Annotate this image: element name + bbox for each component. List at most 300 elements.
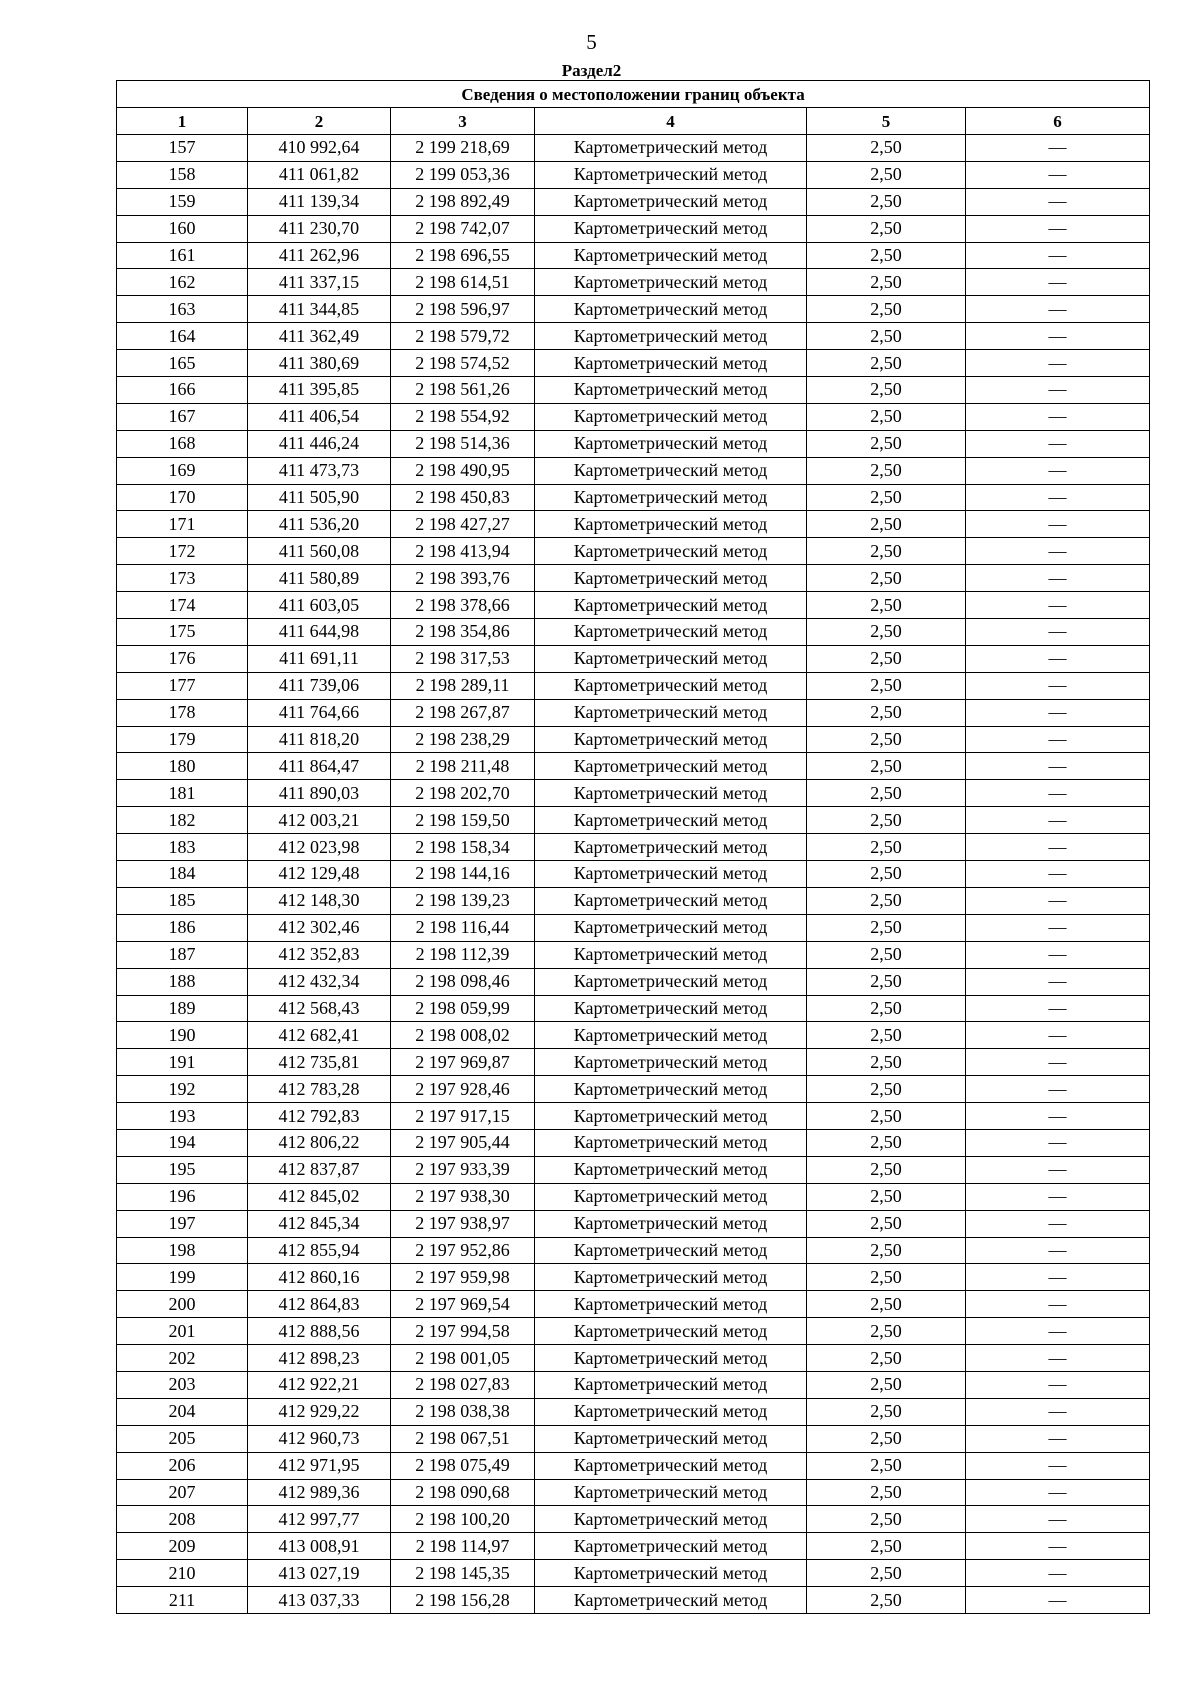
accuracy-cell: 2,50 — [807, 161, 966, 188]
x-coordinate-cell: 412 989,36 — [248, 1479, 391, 1506]
method-cell: Картометрический метод — [535, 350, 807, 377]
x-coordinate-cell: 412 888,56 — [248, 1318, 391, 1345]
accuracy-cell: 2,50 — [807, 1425, 966, 1452]
description-cell: — — [966, 699, 1150, 726]
x-coordinate-cell: 411 818,20 — [248, 726, 391, 753]
x-coordinate-cell: 412 971,95 — [248, 1452, 391, 1479]
y-coordinate-cell: 2 198 514,36 — [391, 430, 535, 457]
method-cell: Картометрический метод — [535, 1371, 807, 1398]
method-cell: Картометрический метод — [535, 645, 807, 672]
description-cell: — — [966, 645, 1150, 672]
x-coordinate-cell: 412 352,83 — [248, 941, 391, 968]
point-number-cell: 186 — [117, 914, 248, 941]
x-coordinate-cell: 412 783,28 — [248, 1076, 391, 1103]
x-coordinate-cell: 412 432,34 — [248, 968, 391, 995]
x-coordinate-cell: 413 037,33 — [248, 1587, 391, 1614]
method-cell: Картометрический метод — [535, 323, 807, 350]
accuracy-cell: 2,50 — [807, 887, 966, 914]
table-row — [117, 887, 1150, 914]
accuracy-cell: 2,50 — [807, 1560, 966, 1587]
y-coordinate-cell: 2 198 098,46 — [391, 968, 535, 995]
table-row — [117, 619, 1150, 646]
description-cell: — — [966, 1183, 1150, 1210]
method-cell: Картометрический метод — [535, 1318, 807, 1345]
boundary-coordinates-table — [116, 80, 1150, 1614]
point-number-cell: 202 — [117, 1345, 248, 1372]
y-coordinate-cell: 2 198 554,92 — [391, 403, 535, 430]
x-coordinate-cell: 411 262,96 — [248, 242, 391, 269]
table-row — [117, 995, 1150, 1022]
method-cell: Картометрический метод — [535, 941, 807, 968]
description-cell: — — [966, 403, 1150, 430]
x-coordinate-cell: 412 929,22 — [248, 1398, 391, 1425]
description-cell: — — [966, 672, 1150, 699]
y-coordinate-cell: 2 197 933,39 — [391, 1156, 535, 1183]
x-coordinate-cell: 412 864,83 — [248, 1291, 391, 1318]
accuracy-cell: 2,50 — [807, 1237, 966, 1264]
y-coordinate-cell: 2 198 090,68 — [391, 1479, 535, 1506]
point-number-cell: 178 — [117, 699, 248, 726]
x-coordinate-cell: 411 344,85 — [248, 296, 391, 323]
point-number-cell: 182 — [117, 807, 248, 834]
x-coordinate-cell: 412 003,21 — [248, 807, 391, 834]
y-coordinate-cell: 2 198 112,39 — [391, 941, 535, 968]
point-number-cell: 206 — [117, 1452, 248, 1479]
y-coordinate-cell: 2 198 158,34 — [391, 834, 535, 861]
accuracy-cell: 2,50 — [807, 995, 966, 1022]
method-cell: Картометрический метод — [535, 887, 807, 914]
method-cell: Картометрический метод — [535, 565, 807, 592]
column-number: 5 — [807, 108, 966, 135]
table-row — [117, 161, 1150, 188]
method-cell: Картометрический метод — [535, 1291, 807, 1318]
method-cell: Картометрический метод — [535, 1103, 807, 1130]
table-row — [117, 296, 1150, 323]
method-cell: Картометрический метод — [535, 1452, 807, 1479]
accuracy-cell: 2,50 — [807, 511, 966, 538]
y-coordinate-cell: 2 198 145,35 — [391, 1560, 535, 1587]
accuracy-cell: 2,50 — [807, 914, 966, 941]
y-coordinate-cell: 2 198 696,55 — [391, 242, 535, 269]
description-cell: — — [966, 780, 1150, 807]
description-cell: — — [966, 619, 1150, 646]
x-coordinate-cell: 412 148,30 — [248, 887, 391, 914]
method-cell: Картометрический метод — [535, 1210, 807, 1237]
y-coordinate-cell: 2 198 238,29 — [391, 726, 535, 753]
accuracy-cell: 2,50 — [807, 1103, 966, 1130]
method-cell: Картометрический метод — [535, 619, 807, 646]
point-number-cell: 158 — [117, 161, 248, 188]
x-coordinate-cell: 411 473,73 — [248, 457, 391, 484]
accuracy-cell: 2,50 — [807, 645, 966, 672]
table-row — [117, 941, 1150, 968]
accuracy-cell: 2,50 — [807, 834, 966, 861]
table-row — [117, 484, 1150, 511]
point-number-cell: 177 — [117, 672, 248, 699]
accuracy-cell: 2,50 — [807, 1398, 966, 1425]
method-cell: Картометрический метод — [535, 135, 807, 162]
y-coordinate-cell: 2 197 952,86 — [391, 1237, 535, 1264]
description-cell: — — [966, 914, 1150, 941]
y-coordinate-cell: 2 198 393,76 — [391, 565, 535, 592]
accuracy-cell: 2,50 — [807, 1587, 966, 1614]
description-cell: — — [966, 968, 1150, 995]
y-coordinate-cell: 2 198 579,72 — [391, 323, 535, 350]
point-number-cell: 173 — [117, 565, 248, 592]
accuracy-cell: 2,50 — [807, 269, 966, 296]
table-caption: Сведения о местоположении границ объекта — [117, 81, 1150, 108]
description-cell: — — [966, 484, 1150, 511]
point-number-cell: 163 — [117, 296, 248, 323]
y-coordinate-cell: 2 198 317,53 — [391, 645, 535, 672]
x-coordinate-cell: 412 806,22 — [248, 1129, 391, 1156]
description-cell: — — [966, 430, 1150, 457]
point-number-cell: 211 — [117, 1587, 248, 1614]
point-number-cell: 188 — [117, 968, 248, 995]
accuracy-cell: 2,50 — [807, 538, 966, 565]
description-cell: — — [966, 1345, 1150, 1372]
y-coordinate-cell: 2 198 742,07 — [391, 215, 535, 242]
description-cell: — — [966, 834, 1150, 861]
method-cell: Картометрический метод — [535, 430, 807, 457]
point-number-cell: 170 — [117, 484, 248, 511]
y-coordinate-cell: 2 198 289,11 — [391, 672, 535, 699]
y-coordinate-cell: 2 198 027,83 — [391, 1371, 535, 1398]
y-coordinate-cell: 2 198 114,97 — [391, 1533, 535, 1560]
table-row — [117, 350, 1150, 377]
table-row — [117, 1237, 1150, 1264]
description-cell: — — [966, 941, 1150, 968]
accuracy-cell: 2,50 — [807, 377, 966, 404]
table-row — [117, 1560, 1150, 1587]
y-coordinate-cell: 2 197 938,30 — [391, 1183, 535, 1210]
y-coordinate-cell: 2 199 218,69 — [391, 135, 535, 162]
method-cell: Картометрический метод — [535, 1076, 807, 1103]
description-cell: — — [966, 753, 1150, 780]
x-coordinate-cell: 411 446,24 — [248, 430, 391, 457]
table-row — [117, 672, 1150, 699]
description-cell: — — [966, 1425, 1150, 1452]
description-cell: — — [966, 1156, 1150, 1183]
x-coordinate-cell: 412 960,73 — [248, 1425, 391, 1452]
table-row — [117, 1076, 1150, 1103]
table-row — [117, 1156, 1150, 1183]
accuracy-cell: 2,50 — [807, 1506, 966, 1533]
accuracy-cell: 2,50 — [807, 565, 966, 592]
description-cell: — — [966, 1076, 1150, 1103]
y-coordinate-cell: 2 197 969,54 — [391, 1291, 535, 1318]
accuracy-cell: 2,50 — [807, 188, 966, 215]
table-row — [117, 780, 1150, 807]
accuracy-cell: 2,50 — [807, 350, 966, 377]
table-row — [117, 538, 1150, 565]
x-coordinate-cell: 412 735,81 — [248, 1049, 391, 1076]
point-number-cell: 190 — [117, 1022, 248, 1049]
y-coordinate-cell: 2 198 038,38 — [391, 1398, 535, 1425]
table-caption-row — [117, 81, 1150, 108]
y-coordinate-cell: 2 198 450,83 — [391, 484, 535, 511]
accuracy-cell: 2,50 — [807, 457, 966, 484]
method-cell: Картометрический метод — [535, 296, 807, 323]
accuracy-cell: 2,50 — [807, 726, 966, 753]
method-cell: Картометрический метод — [535, 403, 807, 430]
y-coordinate-cell: 2 198 100,20 — [391, 1506, 535, 1533]
table-row — [117, 1210, 1150, 1237]
column-number: 1 — [117, 108, 248, 135]
y-coordinate-cell: 2 197 959,98 — [391, 1264, 535, 1291]
method-cell: Картометрический метод — [535, 1560, 807, 1587]
table-row — [117, 1425, 1150, 1452]
table-row — [117, 726, 1150, 753]
description-cell: — — [966, 565, 1150, 592]
table-row — [117, 914, 1150, 941]
table-row — [117, 1183, 1150, 1210]
point-number-cell: 157 — [117, 135, 248, 162]
description-cell: — — [966, 887, 1150, 914]
table-row — [117, 511, 1150, 538]
y-coordinate-cell: 2 198 139,23 — [391, 887, 535, 914]
description-cell: — — [966, 1210, 1150, 1237]
description-cell: — — [966, 1237, 1150, 1264]
table-row — [117, 242, 1150, 269]
y-coordinate-cell: 2 198 211,48 — [391, 753, 535, 780]
accuracy-cell: 2,50 — [807, 242, 966, 269]
y-coordinate-cell: 2 198 614,51 — [391, 269, 535, 296]
point-number-cell: 209 — [117, 1533, 248, 1560]
point-number-cell: 193 — [117, 1103, 248, 1130]
table-row — [117, 403, 1150, 430]
description-cell: — — [966, 215, 1150, 242]
point-number-cell: 167 — [117, 403, 248, 430]
y-coordinate-cell: 2 199 053,36 — [391, 161, 535, 188]
x-coordinate-cell: 411 362,49 — [248, 323, 391, 350]
section-title: Раздел2 — [561, 61, 622, 80]
accuracy-cell: 2,50 — [807, 861, 966, 888]
point-number-cell: 210 — [117, 1560, 248, 1587]
table-row — [117, 1371, 1150, 1398]
table-row — [117, 1398, 1150, 1425]
point-number-cell: 196 — [117, 1183, 248, 1210]
point-number-cell: 172 — [117, 538, 248, 565]
method-cell: Картометрический метод — [535, 1533, 807, 1560]
description-cell: — — [966, 242, 1150, 269]
point-number-cell: 207 — [117, 1479, 248, 1506]
point-number-cell: 195 — [117, 1156, 248, 1183]
description-cell: — — [966, 592, 1150, 619]
description-cell: — — [966, 807, 1150, 834]
accuracy-cell: 2,50 — [807, 403, 966, 430]
x-coordinate-cell: 411 406,54 — [248, 403, 391, 430]
point-number-cell: 166 — [117, 377, 248, 404]
method-cell: Картометрический метод — [535, 1156, 807, 1183]
description-cell: — — [966, 1587, 1150, 1614]
method-cell: Картометрический метод — [535, 1049, 807, 1076]
table-row — [117, 592, 1150, 619]
x-coordinate-cell: 412 129,48 — [248, 861, 391, 888]
accuracy-cell: 2,50 — [807, 968, 966, 995]
table-row — [117, 1452, 1150, 1479]
table-row — [117, 188, 1150, 215]
x-coordinate-cell: 412 302,46 — [248, 914, 391, 941]
method-cell: Картометрический метод — [535, 780, 807, 807]
method-cell: Картометрический метод — [535, 269, 807, 296]
accuracy-cell: 2,50 — [807, 807, 966, 834]
point-number-cell: 205 — [117, 1425, 248, 1452]
point-number-cell: 179 — [117, 726, 248, 753]
description-cell: — — [966, 1533, 1150, 1560]
table-row — [117, 861, 1150, 888]
description-cell: — — [966, 1398, 1150, 1425]
method-cell: Картометрический метод — [535, 914, 807, 941]
accuracy-cell: 2,50 — [807, 753, 966, 780]
method-cell: Картометрический метод — [535, 1345, 807, 1372]
description-cell: — — [966, 861, 1150, 888]
method-cell: Картометрический метод — [535, 726, 807, 753]
method-cell: Картометрический метод — [535, 1129, 807, 1156]
y-coordinate-cell: 2 198 596,97 — [391, 296, 535, 323]
description-cell: — — [966, 1560, 1150, 1587]
x-coordinate-cell: 413 008,91 — [248, 1533, 391, 1560]
table-row — [117, 269, 1150, 296]
x-coordinate-cell: 412 792,83 — [248, 1103, 391, 1130]
table-row — [117, 1103, 1150, 1130]
accuracy-cell: 2,50 — [807, 1291, 966, 1318]
accuracy-cell: 2,50 — [807, 672, 966, 699]
point-number-cell: 176 — [117, 645, 248, 672]
description-cell: — — [966, 1318, 1150, 1345]
table-row — [117, 1049, 1150, 1076]
point-number-cell: 159 — [117, 188, 248, 215]
accuracy-cell: 2,50 — [807, 592, 966, 619]
accuracy-cell: 2,50 — [807, 1452, 966, 1479]
description-cell: — — [966, 377, 1150, 404]
description-cell: — — [966, 135, 1150, 162]
accuracy-cell: 2,50 — [807, 323, 966, 350]
x-coordinate-cell: 411 864,47 — [248, 753, 391, 780]
x-coordinate-cell: 412 922,21 — [248, 1371, 391, 1398]
point-number-cell: 199 — [117, 1264, 248, 1291]
method-cell: Картометрический метод — [535, 592, 807, 619]
table-row — [117, 1506, 1150, 1533]
y-coordinate-cell: 2 198 267,87 — [391, 699, 535, 726]
accuracy-cell: 2,50 — [807, 296, 966, 323]
column-number: 6 — [966, 108, 1150, 135]
table-row — [117, 834, 1150, 861]
x-coordinate-cell: 412 837,87 — [248, 1156, 391, 1183]
x-coordinate-cell: 411 691,11 — [248, 645, 391, 672]
description-cell: — — [966, 457, 1150, 484]
table-row — [117, 968, 1150, 995]
accuracy-cell: 2,50 — [807, 1345, 966, 1372]
y-coordinate-cell: 2 198 490,95 — [391, 457, 535, 484]
y-coordinate-cell: 2 198 156,28 — [391, 1587, 535, 1614]
y-coordinate-cell: 2 198 001,05 — [391, 1345, 535, 1372]
accuracy-cell: 2,50 — [807, 1183, 966, 1210]
description-cell: — — [966, 269, 1150, 296]
method-cell: Картометрический метод — [535, 995, 807, 1022]
description-cell: — — [966, 323, 1150, 350]
method-cell: Картометрический метод — [535, 538, 807, 565]
point-number-cell: 197 — [117, 1210, 248, 1237]
point-number-cell: 185 — [117, 887, 248, 914]
method-cell: Картометрический метод — [535, 1183, 807, 1210]
description-cell: — — [966, 1371, 1150, 1398]
x-coordinate-cell: 411 764,66 — [248, 699, 391, 726]
x-coordinate-cell: 411 380,69 — [248, 350, 391, 377]
x-coordinate-cell: 411 139,34 — [248, 188, 391, 215]
x-coordinate-cell: 411 337,15 — [248, 269, 391, 296]
x-coordinate-cell: 412 845,02 — [248, 1183, 391, 1210]
x-coordinate-cell: 411 061,82 — [248, 161, 391, 188]
x-coordinate-cell: 411 505,90 — [248, 484, 391, 511]
point-number-cell: 187 — [117, 941, 248, 968]
x-coordinate-cell: 411 395,85 — [248, 377, 391, 404]
y-coordinate-cell: 2 198 427,27 — [391, 511, 535, 538]
description-cell: — — [966, 161, 1150, 188]
method-cell: Картометрический метод — [535, 672, 807, 699]
x-coordinate-cell: 411 230,70 — [248, 215, 391, 242]
method-cell: Картометрический метод — [535, 242, 807, 269]
y-coordinate-cell: 2 197 917,15 — [391, 1103, 535, 1130]
method-cell: Картометрический метод — [535, 968, 807, 995]
method-cell: Картометрический метод — [535, 377, 807, 404]
y-coordinate-cell: 2 198 067,51 — [391, 1425, 535, 1452]
y-coordinate-cell: 2 198 075,49 — [391, 1452, 535, 1479]
method-cell: Картометрический метод — [535, 161, 807, 188]
x-coordinate-cell: 413 027,19 — [248, 1560, 391, 1587]
x-coordinate-cell: 412 855,94 — [248, 1237, 391, 1264]
accuracy-cell: 2,50 — [807, 699, 966, 726]
table-row — [117, 1291, 1150, 1318]
method-cell: Картометрический метод — [535, 1237, 807, 1264]
x-coordinate-cell: 410 992,64 — [248, 135, 391, 162]
accuracy-cell: 2,50 — [807, 1264, 966, 1291]
point-number-cell: 180 — [117, 753, 248, 780]
accuracy-cell: 2,50 — [807, 215, 966, 242]
method-cell: Картометрический метод — [535, 834, 807, 861]
description-cell: — — [966, 350, 1150, 377]
description-cell: — — [966, 1129, 1150, 1156]
x-coordinate-cell: 411 890,03 — [248, 780, 391, 807]
column-number-row — [117, 108, 1150, 135]
x-coordinate-cell: 412 860,16 — [248, 1264, 391, 1291]
y-coordinate-cell: 2 197 969,87 — [391, 1049, 535, 1076]
table-row — [117, 807, 1150, 834]
table-row — [117, 753, 1150, 780]
column-number: 4 — [535, 108, 807, 135]
description-cell: — — [966, 296, 1150, 323]
description-cell: — — [966, 1452, 1150, 1479]
accuracy-cell: 2,50 — [807, 1129, 966, 1156]
table-row — [117, 1587, 1150, 1614]
y-coordinate-cell: 2 198 561,26 — [391, 377, 535, 404]
table-row — [117, 699, 1150, 726]
point-number-cell: 204 — [117, 1398, 248, 1425]
table-row — [117, 323, 1150, 350]
table-body — [117, 135, 1150, 1614]
y-coordinate-cell: 2 197 928,46 — [391, 1076, 535, 1103]
point-number-cell: 160 — [117, 215, 248, 242]
point-number-cell: 189 — [117, 995, 248, 1022]
accuracy-cell: 2,50 — [807, 780, 966, 807]
accuracy-cell: 2,50 — [807, 941, 966, 968]
column-number: 3 — [391, 108, 535, 135]
accuracy-cell: 2,50 — [807, 1371, 966, 1398]
table-row — [117, 1479, 1150, 1506]
method-cell: Картометрический метод — [535, 1587, 807, 1614]
point-number-cell: 183 — [117, 834, 248, 861]
y-coordinate-cell: 2 198 116,44 — [391, 914, 535, 941]
